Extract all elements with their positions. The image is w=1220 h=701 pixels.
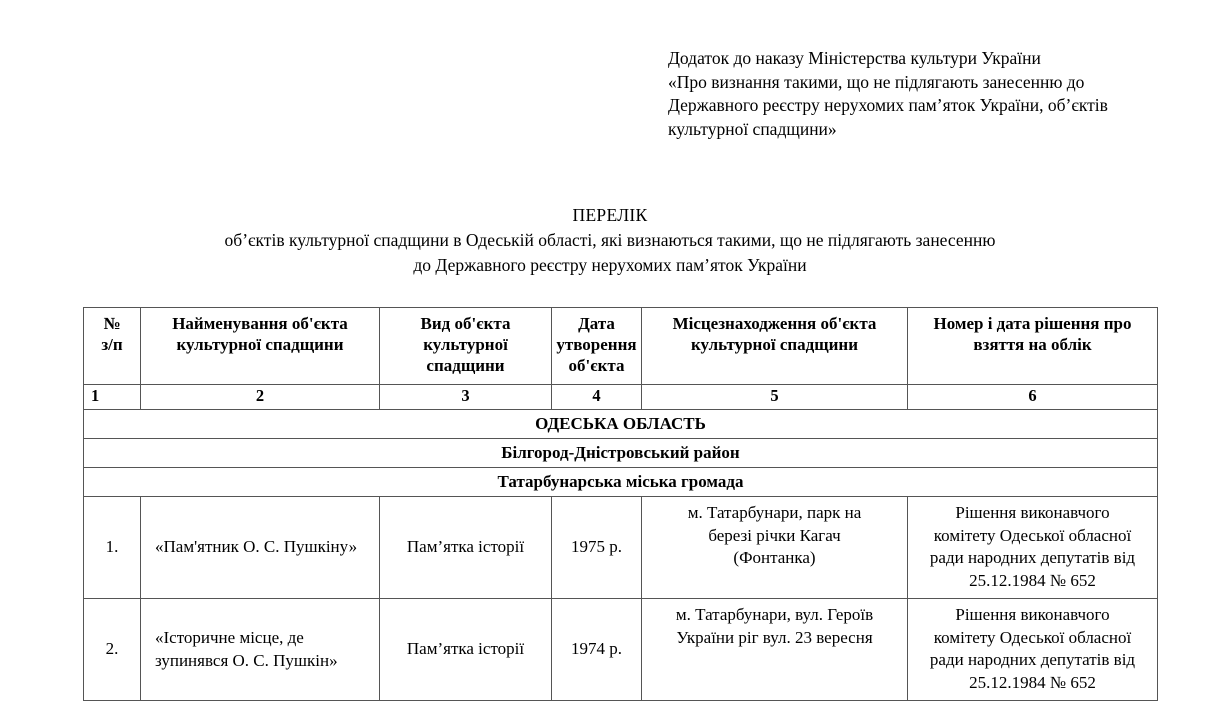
column-header-decision-line-2: взяття на облік [973,335,1092,354]
column-number-row [84,385,1158,410]
table-row [84,599,1158,701]
column-number-6: 6 [908,385,1158,410]
section-row-region [84,410,1158,439]
row-object-decision-line-4: 25.12.1984 № 652 [969,570,1096,590]
row-object-kind: Пам’ятка історії [380,497,552,599]
row-index: 1. [84,497,141,599]
row-object-location [642,599,908,701]
column-number-4: 4 [552,385,642,410]
column-header-kind [380,308,552,385]
column-number-5: 5 [642,385,908,410]
column-header-number-line-2: з/п [101,335,123,354]
header-line-2: «Про визнання такими, що не підлягають занесенню до [668,71,1085,92]
row-object-name [141,599,380,701]
row-object-decision-line-2: комітету Одеської обласної [933,525,1132,545]
document-title-block [0,203,1220,278]
row-object-date: 1975 р. [552,497,642,599]
column-header-location-line-1: Місцезнаходження об'єкта [672,314,877,333]
row-index: 2. [84,599,141,701]
row-object-location-line-2: України ріг вул. 23 вересня [676,627,873,647]
row-object-location-line-3: (Фонтанка) [733,548,816,567]
row-object-decision-line-2: комітету Одеської обласної [933,627,1132,647]
row-object-name-line-1: «Пам'ятник О. С. Пушкіну» [155,537,358,557]
column-header-location-line-2: культурної спадщини [690,335,859,354]
section-label-district: Білгород-Дністровський район [84,439,1158,468]
column-header-kind-line-2: культурної [423,335,508,354]
column-header-date-line-2: утворення [556,335,637,354]
column-number-1: 1 [84,385,141,410]
column-header-number-line-1: № [103,314,121,333]
row-object-name-line-2: зупинявся О. С. Пушкін» [155,650,338,670]
registry-table-wrapper [83,307,1157,701]
table-header-row [84,308,1158,385]
column-header-decision-line-1: Номер і дата рішення про [933,314,1132,333]
section-label-hromada: Татарбунарська міська громада [84,468,1158,497]
column-header-date [552,308,642,385]
table-row [84,497,1158,599]
row-object-decision-line-3: ради народних депутатів від [929,548,1136,567]
header-line-1: Додаток до наказу Міністерства культури України [668,48,1041,68]
section-label-region: ОДЕСЬКА ОБЛАСТЬ [84,410,1158,439]
column-number-2: 2 [141,385,380,410]
section-row-hromada [84,468,1158,497]
row-object-date: 1974 р. [552,599,642,701]
column-header-number [84,308,141,385]
row-object-location [642,497,908,599]
row-object-decision-line-3: ради народних депутатів від [929,650,1136,669]
section-row-district [84,439,1158,468]
header-line-4: культурної спадщини» [668,118,837,139]
column-header-name-line-2: культурної спадщини [176,335,344,354]
row-object-location-line-2: березі річки Кагач [708,525,841,545]
row-object-decision-line-4: 25.12.1984 № 652 [969,672,1096,692]
column-number-3: 3 [380,385,552,410]
column-header-location [642,308,908,385]
document-header-block [668,47,1168,141]
header-line-3: Державного реєстру нерухомих пам’яток України, об’єктів [668,95,1108,115]
column-header-name [141,308,380,385]
column-header-name-line-1: Найменування об'єкта [172,314,348,333]
column-header-kind-line-1: Вид об'єкта [420,314,511,333]
row-object-decision-line-1: Рішення виконавчого [955,503,1110,522]
row-object-name-line-1: «Історичне місце, де [155,628,304,647]
document-subtitle-line-2: до Державного реєстру нерухомих пам’яток України [413,255,807,275]
column-header-decision [908,308,1158,385]
row-object-location-line-1: м. Татарбунари, парк на [687,503,862,522]
registry-table [83,307,1158,701]
row-object-decision [908,497,1158,599]
row-object-name [141,497,380,599]
row-object-decision [908,599,1158,701]
column-header-date-line-1: Дата [578,314,615,333]
row-object-location-line-1: м. Татарбунари, вул. Героїв [675,605,874,624]
document-title: ПЕРЕЛІК [572,205,648,225]
column-header-date-line-3: об'єкта [568,356,625,375]
row-object-decision-line-1: Рішення виконавчого [955,605,1110,624]
column-header-kind-line-3: спадщини [426,356,505,375]
document-subtitle-line-1: об’єктів культурної спадщини в Одеській області, які визнаються такими, що не підлягають занесенню [224,230,996,250]
row-object-kind: Пам’ятка історії [380,599,552,701]
